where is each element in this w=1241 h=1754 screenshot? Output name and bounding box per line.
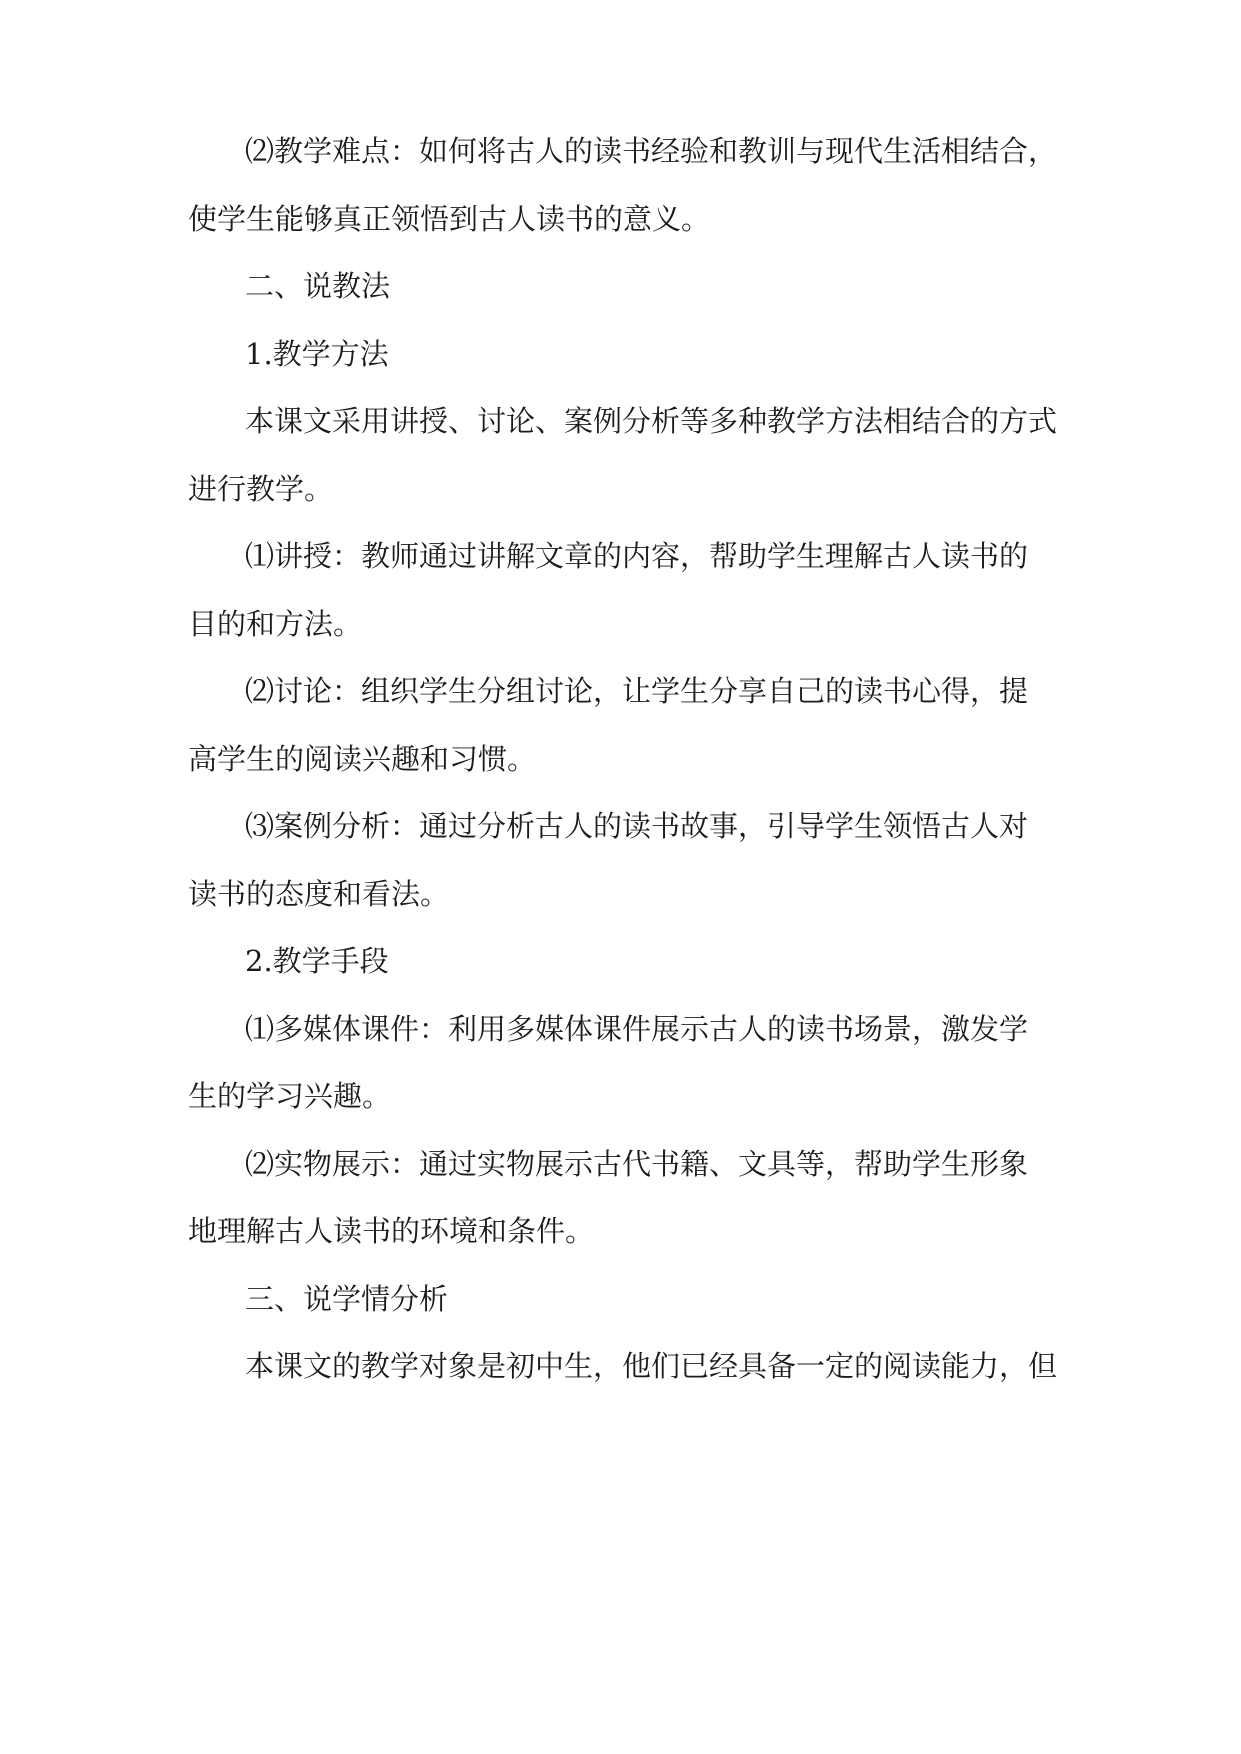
text-line: ⑵讨论：组织学生分组讨论，让学生分享自己的读书心得，提 [245, 674, 1029, 708]
list-item [188, 1131, 1088, 1266]
subsection-heading-text: 1.教学方法 [245, 336, 389, 371]
list-item [188, 658, 1088, 793]
text-line: 读书的态度和看法。 [188, 876, 450, 911]
text-line: 目的和方法。 [188, 606, 363, 641]
list-item [188, 523, 1088, 658]
text-line: 进行教学。 [188, 471, 334, 506]
section-heading [188, 253, 1088, 321]
subsection-heading [188, 321, 1088, 389]
section-heading-text: 二、说教法 [245, 269, 391, 303]
paragraph [188, 388, 1088, 523]
text-line: ⑴多媒体课件：利用多媒体课件展示古人的读书场景，激发学 [245, 1011, 1029, 1046]
text-line: 使学生能够真正领悟到古人读书的意义。 [188, 201, 711, 236]
paragraph [188, 1333, 1088, 1401]
list-item [188, 793, 1088, 928]
text-line: ⑵实物展示：通过实物展示古代书籍、文具等，帮助学生形象 [245, 1146, 1029, 1181]
text-line: ⑴讲授：教师通过讲解文章的内容，帮助学生理解古人读书的 [245, 539, 1029, 573]
text-line: 本课文采用讲授、讨论、案例分析等多种教学方法相结合的方式 [245, 404, 1058, 438]
list-item [188, 996, 1088, 1131]
section-heading [188, 1266, 1088, 1334]
paragraph-teaching-difficulty [188, 118, 1088, 253]
text-line: 本课文的教学对象是初中生，他们已经具备一定的阅读能力，但 [245, 1349, 1058, 1383]
text-line: 生的学习兴趣。 [188, 1079, 392, 1113]
text-line: 高学生的阅读兴趣和习惯。 [188, 741, 537, 776]
text-line: ⑶案例分析：通过分析古人的读书故事，引导学生领悟古人对 [245, 809, 1029, 843]
text-line: ⑵教学难点：如何将古人的读书经验和教训与现代生活相结合， [245, 134, 1058, 168]
text-line: 地理解古人读书的环境和条件。 [188, 1214, 595, 1248]
subsection-heading [188, 928, 1088, 996]
subsection-heading-text: 2.教学手段 [245, 944, 389, 978]
section-heading-text: 三、说学情分析 [245, 1281, 449, 1316]
document-body [188, 118, 1088, 1401]
